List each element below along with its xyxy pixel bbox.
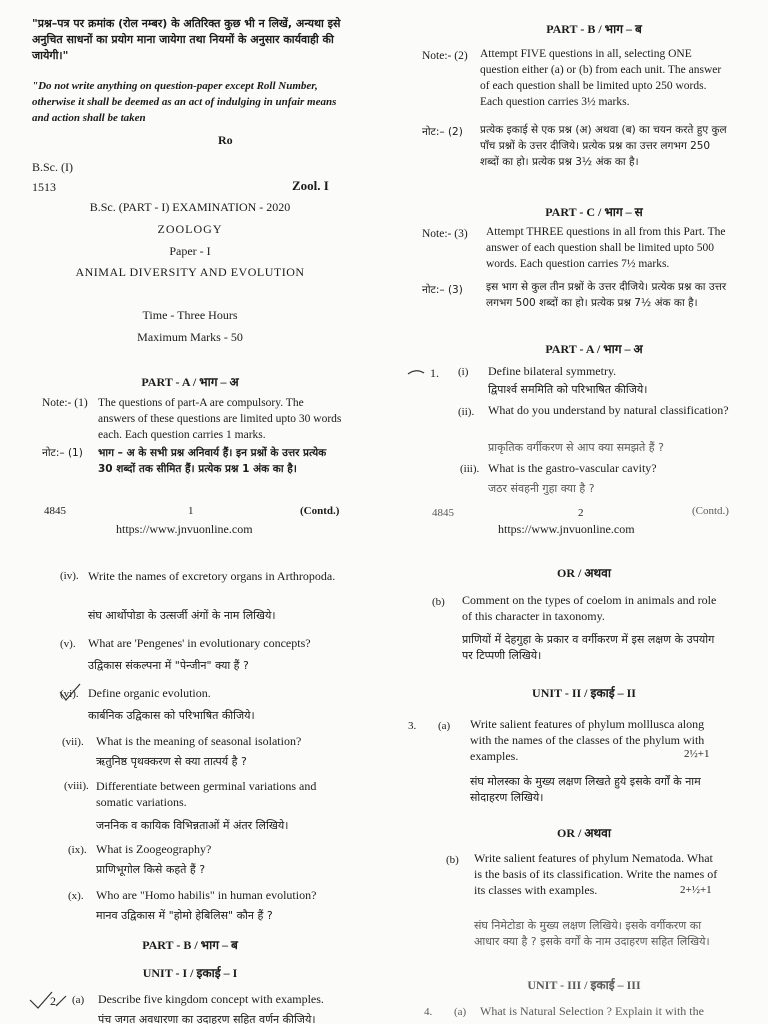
- exam-page-1: [0, 0, 384, 536]
- note-2-hindi-label: नोट:– (2): [422, 126, 463, 138]
- question-x-hindi: मानव उद्विकास में "होमो हेबिलिस" कौन हैं ?: [96, 909, 273, 922]
- part-b-heading: PART - B / भाग – ब: [546, 22, 642, 36]
- question-iii-number: (iii).: [460, 463, 480, 475]
- course-short: B.Sc. (I): [32, 160, 73, 174]
- question-3a-number: (a): [438, 720, 451, 732]
- question-vii-english: What is the meaning of seasonal isolation?: [96, 734, 302, 748]
- question-iv-hindi: संघ आर्थोपोडा के उत्सर्जी अंगों के नाम लिखिये।: [88, 609, 276, 622]
- note-1-hindi: भाग – अ के सभी प्रश्न अनिवार्य हैं। इन प्रश्नों के उत्तर प्रत्येक 30 शब्दों तक सीमित हैं। प्रत्येक प्रश्न 1 अंक का है।: [98, 447, 327, 475]
- question-ii-english: What do you understand by natural classification?: [488, 403, 729, 417]
- pen-tick-mark: [406, 362, 446, 382]
- note-1-hindi-label: नोट:– (1): [42, 447, 83, 459]
- question-3b-number: (b): [446, 854, 459, 866]
- part-b-heading: PART - B / भाग – ब: [142, 938, 238, 952]
- unit-3-heading: UNIT - III / इकाई – III: [527, 978, 641, 992]
- question-viii-hindi: जननिक व कायिक विभिन्नताओं में अंतर लिखिये।: [96, 819, 289, 832]
- question-v-hindi: उद्विकास संकल्पना में "पेन्जीन" क्या हैं ?: [88, 659, 249, 672]
- part-a-heading: PART - A / भाग – अ: [545, 342, 643, 356]
- maximum-marks: Maximum Marks - 50: [137, 330, 243, 344]
- question-x-english: Who are "Homo habilis" in human evolution?: [96, 888, 317, 902]
- question-3a-hindi: संघ मोलस्का के मुख्य लक्षण लिखते हुये इसके वर्गों के नाम सोदाहरण लिखिये।: [470, 775, 701, 804]
- question-vi-english: Define organic evolution.: [88, 686, 211, 700]
- pen-tick-mark: [56, 680, 84, 704]
- roll-number-label: Ro: [218, 133, 233, 147]
- or-heading: OR / अथवा: [557, 566, 611, 580]
- question-4-number: 4.: [424, 1006, 433, 1018]
- question-ix-number: (ix).: [68, 844, 87, 856]
- question-vii-hindi: ऋतुनिष्ठ पृथक्करण से क्या तात्पर्य है ?: [96, 755, 247, 768]
- question-3a-english: Write salient features of phylum molllusca along with the names of the classes of the phylum with examples.: [470, 717, 705, 763]
- subject-short: Zool. I: [292, 178, 329, 193]
- question-ii-number: (ii).: [458, 406, 475, 418]
- question-iii-hindi: जठर संवहनी गुहा क्या है ?: [488, 482, 595, 495]
- question-2-number: 2.: [50, 994, 59, 1008]
- question-3-number: 3.: [408, 720, 417, 732]
- paper-number: Paper - I: [169, 244, 211, 258]
- warning-english: "Do not write anything on question-paper except Roll Number, otherwise it shall be deemed as an act of indulging in unfair means and action shall be taken: [32, 80, 337, 124]
- question-1-number: 1.: [430, 366, 439, 380]
- question-ix-english: What is Zoogeography?: [96, 842, 212, 856]
- footer-code: 4845: [44, 505, 66, 517]
- question-2a-english: Describe five kingdom concept with examples.: [98, 992, 324, 1006]
- question-viii-number: (viii).: [64, 780, 89, 792]
- or-heading-2: OR / अथवा: [557, 826, 611, 840]
- part-c-heading: PART - C / भाग – स: [545, 205, 643, 219]
- question-iii-english: What is the gastro-vascular cavity?: [488, 461, 657, 475]
- pen-tick-mark: [26, 990, 72, 1012]
- question-vii-number: (vii).: [62, 736, 84, 748]
- subject-title: ZOOLOGY: [157, 222, 223, 236]
- footer-page-number: 2: [578, 507, 584, 519]
- unit-1-heading: UNIT - I / इकाई – I: [142, 966, 238, 980]
- exam-title: B.Sc. (PART - I) EXAMINATION - 2020: [89, 200, 291, 214]
- note-3-hindi-label: नोट:– (3): [422, 284, 463, 296]
- note-2-label: Note:- (2): [422, 50, 468, 62]
- part-a-heading: PART - A / भाग – अ: [141, 375, 239, 389]
- question-v-number: (v).: [60, 638, 76, 650]
- question-i-number: (i): [458, 366, 469, 378]
- question-ix-hindi: प्राणिभूगोल किसे कहते हैं ?: [96, 863, 206, 876]
- footer-contd: (Contd.): [692, 505, 729, 517]
- question-2a-hindi: पंच जगत अवधारणा का उदाहरण सहित वर्णन कीजिये।: [98, 1013, 316, 1024]
- question-i-hindi: द्विपार्श्व सममिति को परिभाषित कीजिये।: [488, 383, 648, 396]
- question-4a-number: (a): [454, 1006, 467, 1018]
- footer-url-page-2[interactable]: https://www.jnvuonline.com: [498, 522, 635, 536]
- question-v-english: What are 'Pengenes' in evolutionary concepts?: [88, 636, 311, 650]
- note-3-hindi: इस भाग से कुल तीन प्रश्नों के उत्तर दीजिये। प्रत्येक प्रश्न का उत्तर लगभग 500 शब्दों का हो। प्रत्येक प्रश्न 7½ अंक का है।: [486, 281, 727, 309]
- question-2a-number: (a): [72, 994, 85, 1006]
- footer-url[interactable]: https://www.jnvuonline.com: [116, 522, 253, 536]
- question-3a-marks: 2½+1: [684, 748, 710, 760]
- question-vi-number: (vi).: [60, 688, 79, 700]
- note-3-english: Attempt THREE questions in all from this Part. The answer of each question shall be limited upto 500 words. Each question carries 7½ marks.: [486, 226, 726, 270]
- exam-page-2: [384, 0, 768, 519]
- footer-contd: (Contd.): [300, 505, 340, 517]
- question-b-hindi: प्राणियों में देहगुहा के प्रकार व वर्गीकरण में इस लक्षण के उपयोग पर टिप्पणी लिखिये।: [462, 633, 715, 662]
- note-3-label: Note:- (3): [422, 228, 468, 240]
- question-viii-english: Differentiate between germinal variations and somatic variations.: [96, 779, 317, 809]
- paper-code: 1513: [32, 180, 56, 194]
- question-vi-hindi: कार्बनिक उद्विकास को परिभाषित कीजिये।: [88, 709, 255, 722]
- time-limit: Time - Three Hours: [142, 308, 238, 322]
- question-3b-marks: 2+½+1: [680, 884, 712, 896]
- question-x-number: (x).: [68, 890, 84, 902]
- exam-page-3: [0, 512, 384, 1024]
- note-1-english: The questions of part-A are compulsory. The answers of these questions are limited upto 30 words each. Each question carries 1 marks.: [98, 397, 342, 441]
- warning-hindi: "प्रश्न–पत्र पर क्रमांक (रोल नम्बर) के अतिरिक्त कुछ भी न लिखें, अन्यथा इसे अनुचित साधनों का प्रयोग माना जायेगा तथा नियमों के अनुसार कार्यवाही की जायेगी।": [32, 17, 341, 62]
- note-2-english: Attempt FIVE questions in all, selecting ONE question either (a) or (b) from each unit. The answer of each question shall be limited upto 250 words. Each question carries 3½ marks.: [480, 48, 722, 108]
- exam-page-4: [384, 512, 768, 1024]
- footer-page-number: 1: [188, 505, 194, 517]
- note-1-label: Note:- (1): [42, 397, 88, 409]
- question-3b-hindi: संघ निमेटोडा के मुख्य लक्षण लिखिये। इसके वर्गीकरण का आधार क्या है ? इसके वर्गों के नाम उदाहरण सहित लिखिये।: [474, 919, 710, 948]
- question-iv-english: Write the names of excretory organs in Arthropoda.: [88, 569, 336, 583]
- question-i-english: Define bilateral symmetry.: [488, 364, 617, 378]
- question-ii-hindi: प्राकृतिक वर्गीकरण से आप क्या समझते हैं ?: [488, 441, 664, 454]
- question-iv-number: (iv).: [60, 570, 79, 582]
- unit-2-heading: UNIT - II / इकाई – II: [532, 686, 636, 700]
- note-2-hindi: प्रत्येक इकाई से एक प्रश्न (अ) अथवा (ब) का चयन करते हुए कुल पाँच प्रश्नों के उत्तर दीजिये। प्रत्येक प्रश्न का उत्तर लगभग 250 शब्दों का हो। प्रत्येक प्रश्न 3½ अंक का है।: [480, 124, 727, 168]
- question-b-number: (b): [432, 596, 445, 608]
- paper-title: ANIMAL DIVERSITY AND EVOLUTION: [75, 265, 305, 279]
- footer-code: 4845: [432, 507, 454, 519]
- question-b-english: Comment on the types of coelom in animals and role of this character in taxonomy.: [462, 593, 717, 623]
- question-4a-english: What is Natural Selection ? Explain it with the: [480, 1004, 704, 1018]
- question-3b-english: Write salient features of phylum Nematoda. What is the basis of its classification. Write the names of its classes with examples.: [474, 851, 718, 897]
